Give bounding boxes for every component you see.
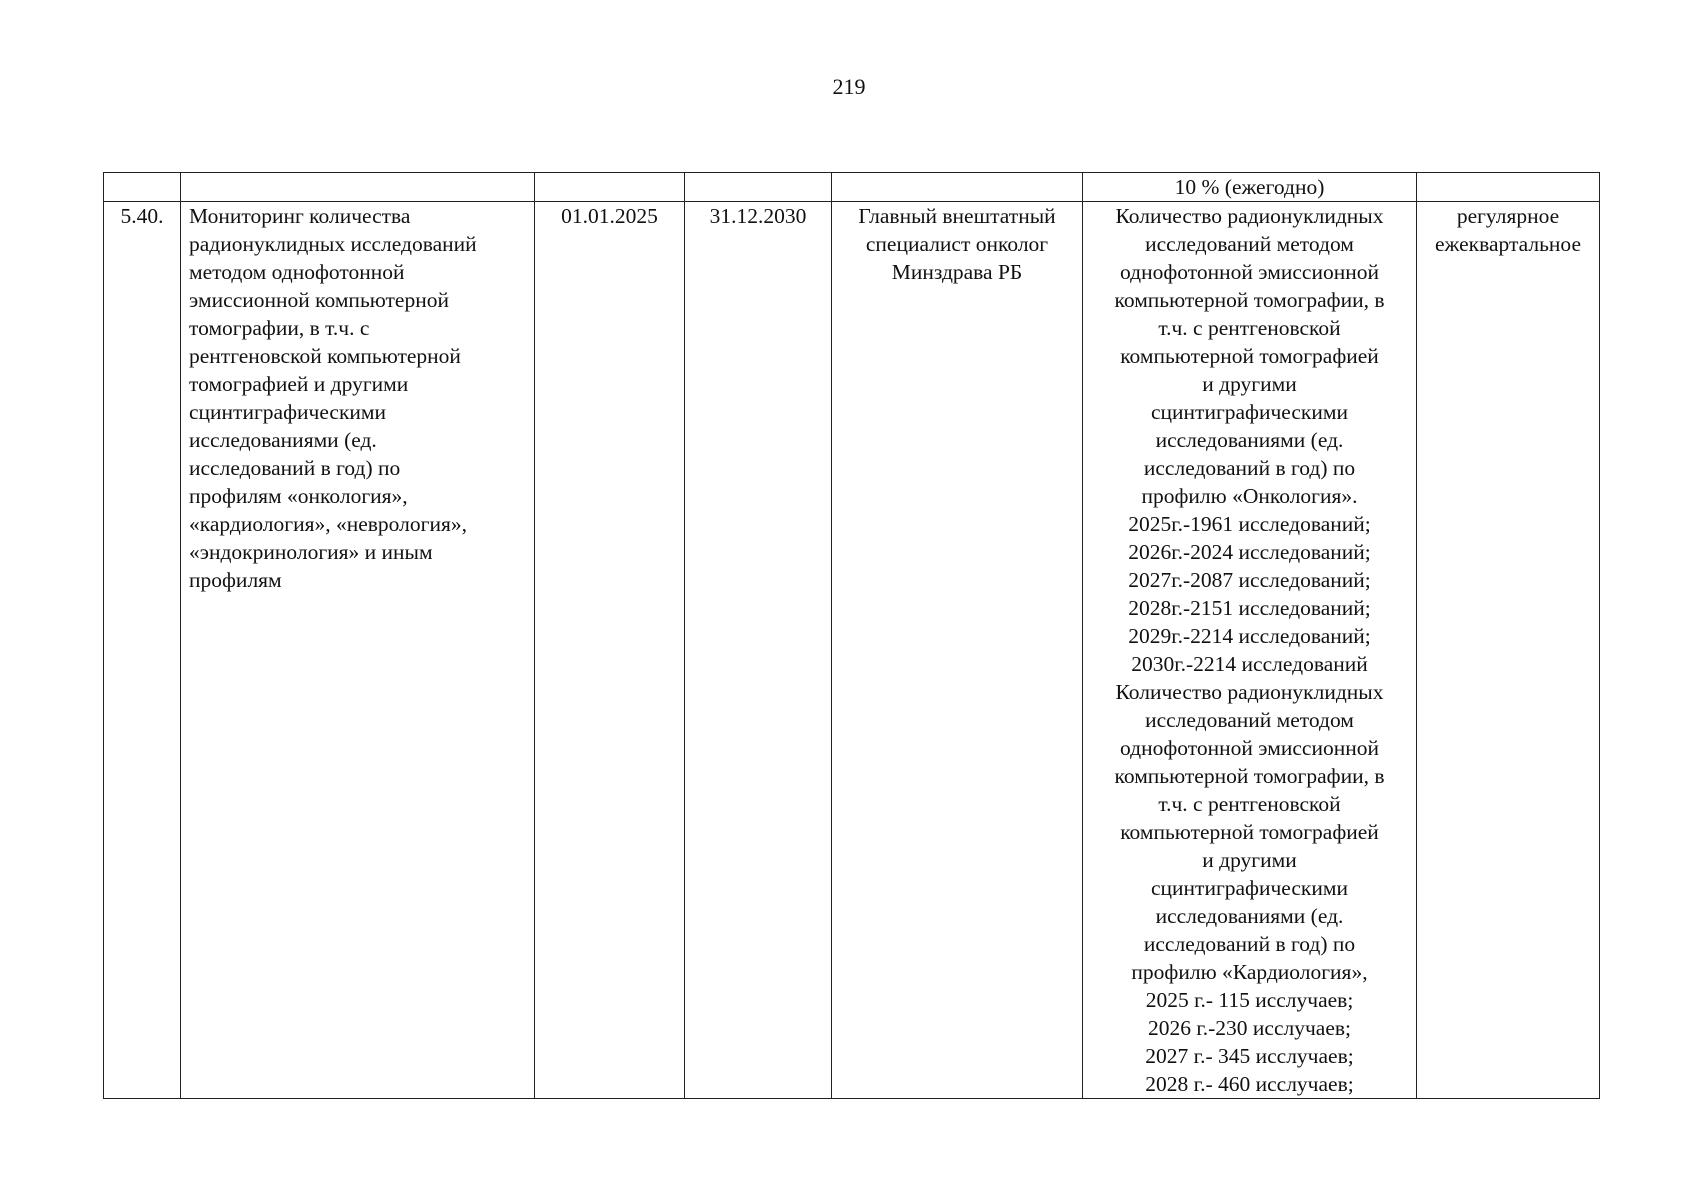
text-line: радионуклидных исследований <box>189 232 477 256</box>
text-line: исследованиями (ед. <box>189 428 377 452</box>
cell-start-date: 01.01.2025 <box>535 202 685 1099</box>
cell-indicator <box>1083 202 1417 1099</box>
text-line: рентгеновской компьютерной <box>189 344 461 368</box>
cell-end-empty <box>685 173 832 202</box>
text-line: 2025г.-1961 исследований; <box>1128 512 1371 536</box>
text-line: эмиссионной компьютерной <box>189 288 449 312</box>
table-row <box>104 202 1600 1099</box>
text-line: 2027г.-2087 исследований; <box>1128 568 1371 592</box>
text-line: и другими <box>1202 848 1297 872</box>
text-line: 2025 г.- 115 исслучаев; <box>1145 988 1354 1012</box>
text-line: профилям «онкология», <box>189 484 408 508</box>
text-line: специалист онколог <box>865 232 1049 256</box>
text-line: исследований методом <box>1145 232 1354 256</box>
text-line: однофотонной эмиссионной <box>1120 260 1379 284</box>
text-line: сцинтиграфическими <box>1150 400 1348 424</box>
cell-frequency <box>1417 202 1600 1099</box>
cell-measure-name <box>181 202 535 1099</box>
text-line: исследованиями (ед. <box>1155 904 1344 928</box>
text-line: сцинтиграфическими <box>1150 876 1348 900</box>
text-line: томографии, в т.ч. с <box>189 316 370 340</box>
continued-row <box>104 173 1600 202</box>
text-line: Главный внештатный <box>858 204 1056 228</box>
text-line: компьютерной томографии, в <box>1114 764 1385 788</box>
text-line: «кардиология», «неврология», <box>189 512 467 536</box>
text-line: исследований в год) по <box>1143 932 1356 956</box>
text-line: исследований в год) по <box>1143 456 1356 480</box>
text-line: 2028 г.- 460 исслучаев; <box>1145 1072 1354 1096</box>
text-line: профилям <box>189 568 282 592</box>
text-line: Мониторинг количества <box>189 204 411 228</box>
cell-start-empty <box>535 173 685 202</box>
text-line: и другими <box>1202 372 1297 396</box>
text-line: профилю «Онкология». <box>1141 484 1358 508</box>
text-line: компьютерной томографией <box>1120 344 1379 368</box>
cell-responsible <box>832 202 1083 1099</box>
text-line: томографией и другими <box>189 372 409 396</box>
text-line: однофотонной эмиссионной <box>1120 736 1379 760</box>
text-line: регулярное <box>1456 204 1560 228</box>
text-line: «эндокринология» и иным <box>189 540 433 564</box>
text-line: методом однофотонной <box>189 260 405 284</box>
cell-indicator-tail: 10 % (ежегодно) <box>1083 173 1417 202</box>
cell-row-number: 5.40. <box>104 202 181 1099</box>
text-line: сцинтиграфическими <box>189 400 387 424</box>
text-line: 2029г.-2214 исследований; <box>1128 624 1371 648</box>
text-line: 2027 г.- 345 исслучаев; <box>1145 1044 1354 1068</box>
text-line: Минздрава РБ <box>891 260 1023 284</box>
text-line: профилю «Кардиология», <box>1131 960 1368 984</box>
text-line: 2030г.-2214 исследований <box>1131 652 1368 676</box>
text-line: Количество радионуклидных <box>1115 680 1384 704</box>
cell-responsible-empty <box>832 173 1083 202</box>
text-line: компьютерной томографии, в <box>1114 288 1385 312</box>
text-line: исследованиями (ед. <box>1155 428 1344 452</box>
text-line: Количество радионуклидных <box>1115 204 1384 228</box>
text-line: 2026 г.-230 исслучаев; <box>1147 1016 1352 1040</box>
measures-table <box>103 172 1600 1099</box>
text-line: исследований методом <box>1145 708 1354 732</box>
text-line: 2026г.-2024 исследований; <box>1128 540 1371 564</box>
text-line: исследований в год) по <box>189 456 401 480</box>
cell-number-empty <box>104 173 181 202</box>
text-line: компьютерной томографией <box>1120 820 1379 844</box>
cell-name-empty <box>181 173 535 202</box>
text-line: ежеквартальное <box>1435 232 1581 256</box>
text-line: т.ч. с рентгеновской <box>1158 792 1341 816</box>
page-number: 219 <box>832 74 866 99</box>
cell-frequency-empty <box>1417 173 1600 202</box>
cell-end-date: 31.12.2030 <box>685 202 832 1099</box>
text-line: т.ч. с рентгеновской <box>1158 316 1341 340</box>
text-line: 2028г.-2151 исследований; <box>1128 596 1371 620</box>
